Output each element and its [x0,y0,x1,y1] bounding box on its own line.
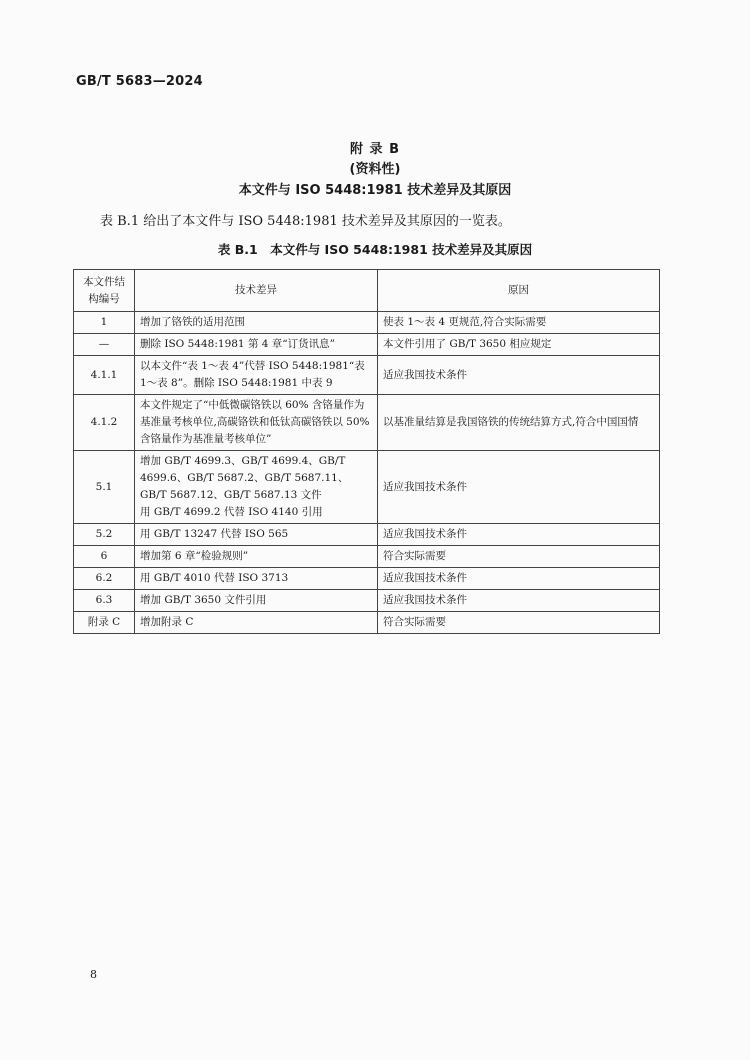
clause-cell: — [74,334,135,356]
reason-cell: 适应我国技术条件 [378,524,660,546]
difference-cell: 增加附录 C [135,612,378,634]
table-row [74,546,660,568]
difference-cell: 用 GB/T 4010 代替 ISO 3713 [135,568,378,590]
clause-cell: 6.3 [74,590,135,612]
clause-cell: 6 [74,546,135,568]
clause-cell: 附录 C [74,612,135,634]
standard-code: GB/T 5683—2024 [76,74,203,89]
reason-cell: 适应我国技术条件 [378,568,660,590]
table-row [74,395,660,451]
annex-type: (资料性) [349,162,401,177]
reason-cell: 符合实际需要 [378,546,660,568]
table-row [74,590,660,612]
difference-cell: 用 GB/T 13247 代替 ISO 565 [135,524,378,546]
reason-cell: 以基准量结算是我国铬铁的传统结算方式,符合中国国情 [378,395,660,451]
table-title: 表 B.1 本文件与 ISO 5448:1981 技术差异及其原因 [217,242,533,257]
column-header-difference: 技术差异 [135,270,378,312]
differences-table [73,269,660,634]
clause-cell: 4.1.1 [74,356,135,395]
table-row [74,312,660,334]
reason-cell: 适应我国技术条件 [378,451,660,524]
difference-cell: 本文件规定了“中低微碳铬铁以 60% 含铬量作为基准量考核单位,高碳铬铁和低钛高碳铬铁以 50% 含铬量作为基准量考核单位” [135,395,378,451]
clause-cell: 5.1 [74,451,135,524]
reason-cell: 本文件引用了 GB/T 3650 相应规定 [378,334,660,356]
table-row [74,524,660,546]
table-row [74,334,660,356]
reason-cell: 适应我国技术条件 [378,356,660,395]
clause-cell: 6.2 [74,568,135,590]
clause-cell: 4.1.2 [74,395,135,451]
page-number: 8 [90,968,97,981]
table-row [74,356,660,395]
difference-cell: 增加了铬铁的适用范围 [135,312,378,334]
annex-title: 附 录 B [350,142,400,157]
difference-cell: 增加第 6 章“检验规则” [135,546,378,568]
table-row [74,451,660,524]
clause-cell: 5.2 [74,524,135,546]
annex-name: 本文件与 ISO 5448:1981 技术差异及其原因 [238,183,512,198]
column-header-reason: 原因 [378,270,660,312]
difference-cell: 增加 GB/T 4699.3、GB/T 4699.4、GB/T 4699.6、GB/T 5687.2、GB/T 5687.11、GB/T 5687.12、GB/T 5687.13 文件 用 GB/T 4699.2 代替 ISO 4140 引用 [135,451,378,524]
table-row [74,612,660,634]
difference-cell: 删除 ISO 5448:1981 第 4 章“订货讯息” [135,334,378,356]
reason-cell: 使表 1～表 4 更规范,符合实际需要 [378,312,660,334]
table-row [74,568,660,590]
table-header-row [74,270,660,312]
reason-cell: 适应我国技术条件 [378,590,660,612]
intro-paragraph: 表 B.1 给出了本文件与 ISO 5448:1981 技术差异及其原因的一览表。 [100,214,511,229]
clause-cell: 1 [74,312,135,334]
difference-cell: 以本文件“表 1～表 4”代替 ISO 5448:1981“表 1～表 8”。删除 ISO 5448:1981 中表 9 [135,356,378,395]
reason-cell: 符合实际需要 [378,612,660,634]
column-header-clause: 本文件结构编号 [74,270,135,312]
difference-cell: 增加 GB/T 3650 文件引用 [135,590,378,612]
